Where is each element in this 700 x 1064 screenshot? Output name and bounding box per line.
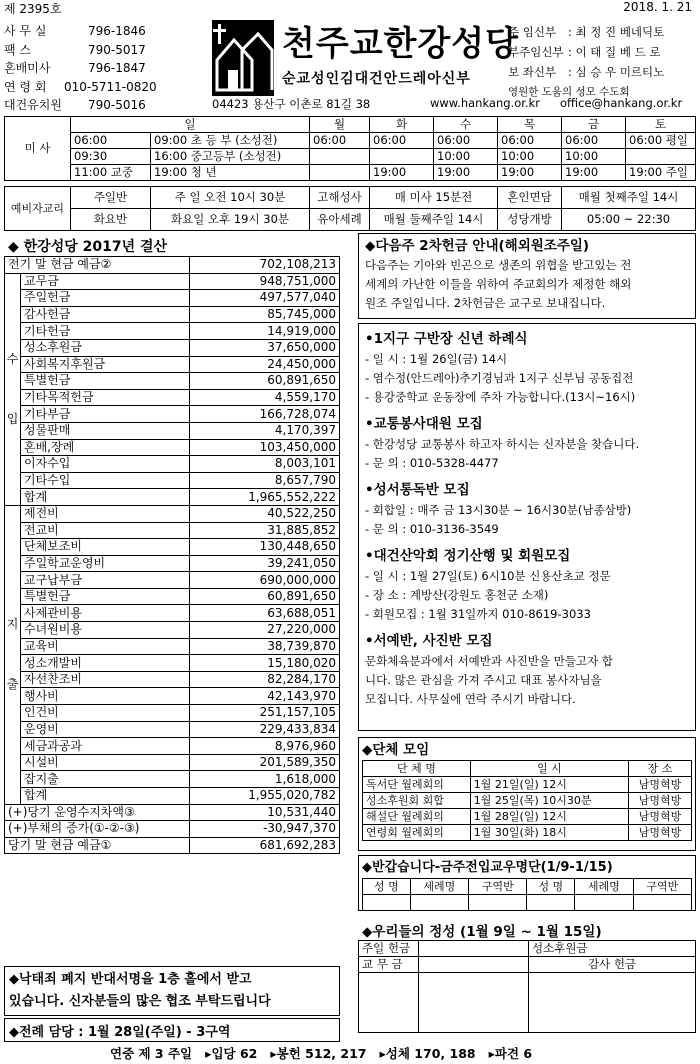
budget-row <box>5 406 340 423</box>
welcome-header: 세례명 <box>575 879 633 895</box>
budget-item-value: 1,618,000 <box>190 771 340 788</box>
budget-item-value: 8,976,960 <box>190 738 340 755</box>
groups-box <box>358 737 696 851</box>
budget-item-label: 주일헌금 <box>21 290 190 307</box>
budget-item-label: 교육비 <box>21 638 190 655</box>
notice-title: •서예반, 사진반 모집 <box>365 633 493 649</box>
budget-row <box>5 323 340 340</box>
income-label: 수 입 <box>5 273 21 505</box>
mass-cell: 06:00 평일 <box>626 133 696 149</box>
budget-row <box>5 837 340 854</box>
groups-cell: 남명혁방 <box>629 793 692 809</box>
groups-cell: 남명혁방 <box>629 777 692 793</box>
welcome-header: 구역반 <box>469 879 527 895</box>
notice-line: 모집니다. 사무실에 연락 주시기 바랍니다. <box>365 692 576 706</box>
contact-fax: 팩 스 790-5017 <box>4 42 146 57</box>
budget-item-value: 60,891,650 <box>190 588 340 605</box>
groups-cell: 남명혁방 <box>629 809 692 825</box>
mass-cell: 19:00 청 년 <box>151 165 310 181</box>
petition-line-2: 있습니다. 신자분들의 많은 협조 부탁드립니다 <box>9 994 271 1009</box>
budget-row <box>5 472 340 489</box>
notice-line: - 한강성당 교통봉사 하고자 하시는 신자분을 찾습니다. <box>365 437 640 451</box>
budget-item-label: 당기 말 현금 예금① <box>5 837 190 854</box>
offering-table <box>358 940 696 1033</box>
mass-cell: 06:00 <box>498 133 562 149</box>
notice-line: 세계의 가난한 이들을 위하여 주교회의가 제정한 해외 <box>365 277 632 291</box>
mass-cell: 06:00 <box>434 133 498 149</box>
mass-schedule-table <box>4 116 696 181</box>
notice-title: •1지구 구반장 신년 하례식 <box>365 331 528 347</box>
groups-cell: 1월 25일(목) 10시30분 <box>470 793 628 809</box>
contact-office: 사 무 실 796-1846 <box>4 24 146 38</box>
petition-line-1: ◆낙태죄 폐지 반대서명을 1층 홀에서 받고 <box>9 972 252 987</box>
budget-item-value: 63,688,051 <box>190 605 340 622</box>
clergy-pastor: 주 임신부 : 최 정 진 베네딕토 <box>508 25 665 39</box>
welcome-box <box>358 855 696 911</box>
budget-item-value: 1,955,020,782 <box>190 788 340 805</box>
budget-row <box>5 688 340 705</box>
edu-cell: 유아세례 <box>310 209 370 231</box>
groups-cell: 성소후원회 회합 <box>363 793 471 809</box>
budget-item-label: 성물판매 <box>21 422 190 439</box>
notice-line: - 장 소 : 계방산(강원도 홍천군 소재) <box>365 588 549 602</box>
notice-line: - 용강중학교 운동장에 주차 가능합니다.(13시~16시) <box>365 390 636 404</box>
budget-item-value: 31,885,852 <box>190 522 340 539</box>
budget-item-label: 행사비 <box>21 688 190 705</box>
budget-item-value: 37,650,000 <box>190 339 340 356</box>
budget-item-value: 4,559,170 <box>190 389 340 406</box>
church-logo <box>212 20 274 96</box>
budget-item-label: 기타헌금 <box>21 323 190 340</box>
budget-item-value: 130,448,650 <box>190 539 340 556</box>
notice-title: ◆다음주 2차헌금 안내(해외원조주일) <box>365 238 590 254</box>
day-fri: 금 <box>562 117 626 133</box>
edu-cell: 혼인면담 <box>498 187 562 209</box>
welcome-header: 성 명 <box>363 879 411 895</box>
budget-row <box>5 638 340 655</box>
budget-item-label: 합계 <box>21 489 190 506</box>
notice-line: - 회합일 : 매주 금 13시30분 ~ 16시30분(남종삼방) <box>365 503 632 517</box>
expense-label: 지 출 <box>5 505 21 804</box>
day-sat: 토 <box>626 117 696 133</box>
groups-header: 단 체 명 <box>363 761 471 777</box>
budget-row <box>5 539 340 556</box>
budget-row <box>5 804 340 821</box>
budget-item-value: 201,589,350 <box>190 754 340 771</box>
budget-item-value: 948,751,000 <box>190 273 340 290</box>
edu-cell: 매월 첫째주일 14시 <box>562 187 696 209</box>
budget-item-value: 39,241,050 <box>190 555 340 572</box>
budget-row <box>5 489 340 506</box>
welcome-table <box>362 878 692 911</box>
edu-cell: 05:00 ~ 22:30 <box>562 209 696 231</box>
mass-cell: 16:00 중고등부 (소성전) <box>151 149 310 165</box>
budget-row <box>5 522 340 539</box>
budget-item-label: 기타부금 <box>21 406 190 423</box>
contact-list <box>4 22 204 115</box>
groups-cell: 1월 21일(일) 12시 <box>470 777 628 793</box>
budget-row <box>5 439 340 456</box>
offering-title: ◆우리들의 정성 (1월 9일 ~ 1월 15일) <box>362 924 602 940</box>
budget-item-label: 성소후원금 <box>21 339 190 356</box>
mass-label: 미 사 <box>5 117 71 181</box>
budget-row <box>5 821 340 838</box>
budget-item-value: 15,180,020 <box>190 655 340 672</box>
mass-cell: 06:00 <box>71 133 151 149</box>
budget-item-label: (+)당기 운영수지차액③ <box>5 804 190 821</box>
day-sun: 일 <box>71 117 310 133</box>
notice-second-collection <box>358 233 696 319</box>
budget-item-value: 40,522,250 <box>190 505 340 522</box>
notice-line: 원조 주일입니다. 2차헌금은 교구로 보내집니다. <box>365 296 606 310</box>
budget-row <box>5 671 340 688</box>
budget-item-label: 주일학교운영비 <box>21 555 190 572</box>
edu-cell: 화요반 <box>71 209 151 231</box>
mass-cell: 10:00 <box>434 149 498 165</box>
budget-item-value: -30,947,370 <box>190 821 340 838</box>
budget-row <box>5 655 340 672</box>
budget-row <box>5 572 340 589</box>
budget-row <box>5 389 340 406</box>
budget-item-label: 기타목적헌금 <box>21 389 190 406</box>
budget-item-value: 8,657,790 <box>190 472 340 489</box>
catechism-table <box>4 186 696 231</box>
budget-item-label: 전교비 <box>21 522 190 539</box>
budget-row <box>5 339 340 356</box>
budget-item-label: 교구납부금 <box>21 572 190 589</box>
edu-cell: 고해성사 <box>310 187 370 209</box>
mass-cell: 10:00 <box>562 149 626 165</box>
welcome-title: ◆반갑습니다-금주전입교우명단(1/9-1/15) <box>362 860 613 875</box>
budget-item-value: 85,745,000 <box>190 306 340 323</box>
edu-cell: 주일반 <box>71 187 151 209</box>
budget-item-label: 합계 <box>21 788 190 805</box>
budget-item-value: 690,000,000 <box>190 572 340 589</box>
budget-item-label: 단체보조비 <box>21 539 190 556</box>
groups-title: ◆단체 모임 <box>362 742 430 758</box>
day-mon: 월 <box>310 117 370 133</box>
clergy-assistant: 보 좌신부 : 심 승 우 미르티노 <box>508 65 665 79</box>
notice-line: - 문 의 : 010-3136-3549 <box>365 522 499 536</box>
notice-line: - 염수정(안드레아)추기경님과 1지구 신부님 공동집전 <box>365 371 634 385</box>
budget-item-label: 운영비 <box>21 721 190 738</box>
budget-item-label: 사제관비용 <box>21 605 190 622</box>
budget-item-label: 세금과공과 <box>21 738 190 755</box>
budget-item-label: (+)부채의 증가(①-②-③) <box>5 821 190 838</box>
budget-row <box>5 721 340 738</box>
budget-item-value: 42,143,970 <box>190 688 340 705</box>
clergy-list <box>508 22 698 102</box>
budget-row <box>5 754 340 771</box>
mass-cell: 19:00 <box>562 165 626 181</box>
budget-item-label: 사회복지후원금 <box>21 356 190 373</box>
mass-cell: 11:00 교중 <box>71 165 151 181</box>
clergy-order: 영원한 도움의 성모 수도회 <box>508 86 630 98</box>
notice-line: 다음주는 기아와 빈곤으로 생존의 위협을 받고있는 전 <box>365 258 632 272</box>
notice-line: - 회원모집 : 1월 31일까지 010-8619-3033 <box>365 607 591 621</box>
budget-row <box>5 588 340 605</box>
budget-item-value: 497,577,040 <box>190 290 340 307</box>
budget-row <box>5 257 340 274</box>
groups-cell: 1월 28일(일) 12시 <box>470 809 628 825</box>
budget-item-value: 38,739,870 <box>190 638 340 655</box>
budget-title: ◆ 한강성당 2017년 결산 <box>8 239 168 255</box>
budget-row <box>5 705 340 722</box>
mass-cell: 19:00 <box>498 165 562 181</box>
budget-row <box>5 738 340 755</box>
budget-item-label: 잡지출 <box>21 771 190 788</box>
church-name: 천주교한강성당 <box>282 24 519 64</box>
notice-board <box>358 323 696 731</box>
edu-cell: 매월 둘째주일 14시 <box>370 209 498 231</box>
budget-row <box>5 422 340 439</box>
notice-title: •교통봉사대원 모집 <box>365 416 483 432</box>
budget-item-value: 60,891,650 <box>190 373 340 390</box>
church-email[interactable]: office@hankang.or.kr <box>560 96 683 110</box>
groups-table <box>362 760 692 841</box>
budget-item-label: 제전비 <box>21 505 190 522</box>
groups-cell: 해설단 월례회의 <box>363 809 471 825</box>
notice-line: 니다. 많은 관심을 가져 주시고 대표 봉사자님을 <box>365 673 602 687</box>
budget-item-value: 24,450,000 <box>190 356 340 373</box>
groups-header: 일 시 <box>470 761 628 777</box>
mass-cell <box>370 149 434 165</box>
budget-item-value: 251,157,105 <box>190 705 340 722</box>
budget-item-value: 10,531,440 <box>190 804 340 821</box>
budget-item-label: 수녀원비용 <box>21 622 190 639</box>
notice-title: •대건산악회 정기산행 및 회원모집 <box>365 548 571 564</box>
groups-cell: 남명혁방 <box>629 825 692 841</box>
mass-cell: 06:00 <box>562 133 626 149</box>
budget-row <box>5 373 340 390</box>
budget-item-label: 성소개발비 <box>21 655 190 672</box>
budget-row <box>5 788 340 805</box>
budget-item-value: 166,728,074 <box>190 406 340 423</box>
budget-item-label: 전기 말 현금 예금② <box>5 257 190 274</box>
notice-title: •성서통독반 모집 <box>365 482 470 498</box>
budget-item-label: 특별헌금 <box>21 373 190 390</box>
liturgy-duty: ◆전례 담당 : 1월 28일(주일) - 3구역 <box>4 1018 340 1042</box>
budget-item-value: 4,170,397 <box>190 422 340 439</box>
budget-row <box>5 456 340 473</box>
budget-item-label: 교무금 <box>21 273 190 290</box>
mass-cell: 06:00 <box>370 133 434 149</box>
petition-notice <box>4 966 340 1016</box>
budget-row <box>5 771 340 788</box>
budget-table <box>4 256 340 854</box>
church-patron: 순교성인김대건안드레아신부 <box>282 71 471 87</box>
offering-label: 성소후원금 <box>529 941 591 957</box>
budget-row <box>5 356 340 373</box>
issue-date: 2018. 1. 21 <box>623 0 692 14</box>
edu-cell: 주 일 오전 10시 30분 <box>151 187 310 209</box>
budget-item-value: 229,433,834 <box>190 721 340 738</box>
budget-item-label: 이자수입 <box>21 456 190 473</box>
groups-header: 장 소 <box>629 761 692 777</box>
mass-cell <box>626 149 696 165</box>
mass-cell: 06:00 <box>310 133 370 149</box>
budget-item-label: 혼배,장례 <box>21 439 190 456</box>
budget-item-value: 681,692,283 <box>190 837 340 854</box>
notice-line: - 문 의 : 010-5328-4477 <box>365 456 499 470</box>
edu-cell: 성당개방 <box>498 209 562 231</box>
mass-cell: 09:00 초 등 부 (소성전) <box>151 133 310 149</box>
budget-row <box>5 306 340 323</box>
budget-row <box>5 622 340 639</box>
edu-label: 예비자교리 <box>5 187 71 231</box>
budget-row <box>5 555 340 572</box>
welcome-header: 성 명 <box>527 879 575 895</box>
budget-row <box>5 273 340 290</box>
church-website[interactable]: www.hankang.or.kr <box>430 96 540 110</box>
budget-row <box>5 505 340 522</box>
notice-line: 문화체육분과에서 서예반과 사진반을 만들고자 합 <box>365 654 613 668</box>
welcome-header: 세례명 <box>410 879 468 895</box>
groups-cell: 독서단 월례회의 <box>363 777 471 793</box>
offering-label: 주일 헌금 <box>359 941 419 957</box>
budget-item-value: 702,108,213 <box>190 257 340 274</box>
mass-cell <box>310 165 370 181</box>
contact-funeral: 연 령 회 010-5711-0820 <box>4 79 157 94</box>
mass-cell: 19:00 <box>370 165 434 181</box>
budget-item-label: 시설비 <box>21 754 190 771</box>
day-thu: 목 <box>498 117 562 133</box>
groups-cell: 1월 30일(화) 18시 <box>470 825 628 841</box>
edu-cell: 화요일 오후 19시 30분 <box>151 209 310 231</box>
mass-cell: 10:00 <box>498 149 562 165</box>
contact-kinder: 대건유치원 790-5016 <box>4 98 146 112</box>
budget-row <box>5 290 340 307</box>
budget-item-label: 자선찬조비 <box>21 671 190 688</box>
day-tue: 화 <box>370 117 434 133</box>
offering-label: 교 무 금 <box>359 957 419 973</box>
budget-item-value: 27,220,000 <box>190 622 340 639</box>
budget-item-value: 8,003,101 <box>190 456 340 473</box>
mass-cell: 09:30 <box>71 149 151 165</box>
budget-item-label: 인건비 <box>21 705 190 722</box>
mass-cell: 19:00 <box>434 165 498 181</box>
offering-label: 감사 헌금 <box>529 957 696 973</box>
liturgy-hymns-footer: 연중 제 3 주일 ▸입당 62 ▸봉헌 512, 217 ▸성체 170, 188 ▸파견 6 <box>110 1046 533 1061</box>
church-address: 04423 용산구 이촌로 81길 38 <box>212 97 371 111</box>
edu-cell: 매 미사 15분전 <box>370 187 498 209</box>
contact-wedding: 혼배미사 796-1847 <box>4 61 146 75</box>
budget-item-value: 82,284,170 <box>190 671 340 688</box>
day-wed: 수 <box>434 117 498 133</box>
notice-line: - 일 시 : 1월 26일(금) 14시 <box>365 352 508 366</box>
groups-cell: 연령회 월례회의 <box>363 825 471 841</box>
issue-number: 제 2395호 <box>4 2 62 16</box>
budget-item-value: 103,450,000 <box>190 439 340 456</box>
clergy-associate: 부주임신부 : 이 태 질 베 드 로 <box>508 45 661 59</box>
budget-row <box>5 605 340 622</box>
budget-item-label: 특별헌금 <box>21 588 190 605</box>
notice-line: - 일 시 : 1월 27일(토) 6시10분 신용산초교 정문 <box>365 569 611 583</box>
budget-item-label: 기타수입 <box>21 472 190 489</box>
welcome-header: 구역반 <box>633 879 691 895</box>
mass-cell <box>310 149 370 165</box>
budget-item-value: 1,965,552,222 <box>190 489 340 506</box>
mass-cell: 19:00 주일 <box>626 165 696 181</box>
budget-item-label: 감사헌금 <box>21 306 190 323</box>
budget-item-value: 14,919,000 <box>190 323 340 340</box>
